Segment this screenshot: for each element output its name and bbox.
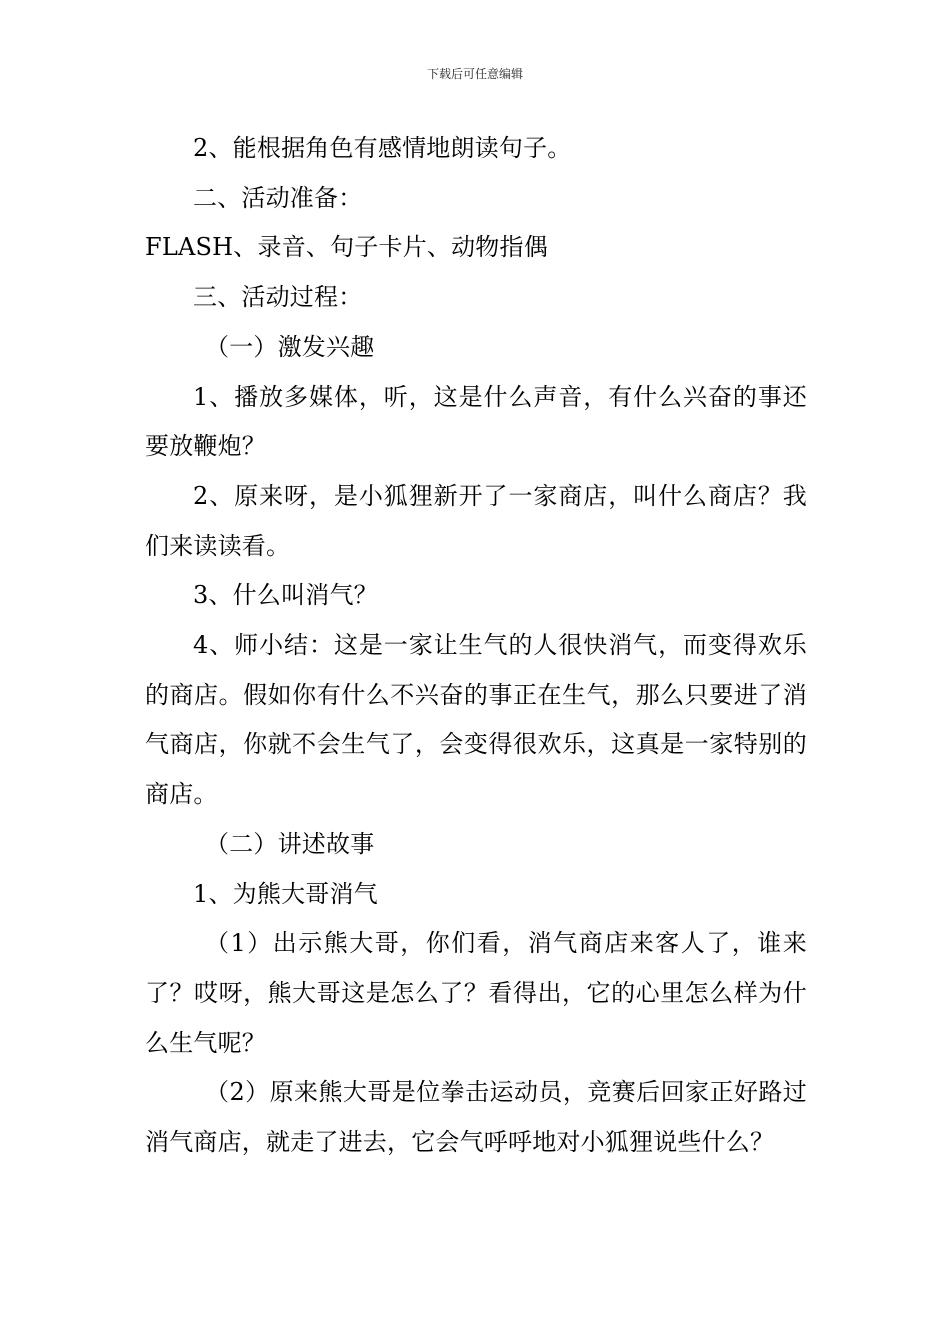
paragraph-step-3: 3、什么叫消气？ — [193, 581, 378, 610]
section-heading-preparation: 二、活动准备： — [193, 183, 363, 212]
document-body — [145, 124, 807, 1168]
paragraph-story-step-1: 1、为熊大哥消气 — [193, 879, 378, 908]
paragraph-objective-2: 2、能根据角色有感情地朗读句子。 — [193, 134, 572, 162]
subheading-story: （二）讲述故事 — [205, 829, 375, 858]
paragraph-story-substep-1: （1）出示熊大哥，你们看，消气商店来客人了，谁来了？哎呀，熊大哥这是怎么了？看得出，它的心里怎么样为什么生气呢？ — [145, 929, 807, 1057]
subheading-interest: （一）激发兴趣 — [205, 332, 375, 361]
paragraph-step-1: 1、播放多媒体，听，这是什么声音，有什么兴奋的事还要放鞭炮？ — [145, 382, 807, 461]
paragraph-step-4-summary: 4、师小结：这是一家让生气的人很快消气，而变得欢乐的商店。假如你有什么不兴奋的事正在生气，那么只要进了消气商店，你就不会生气了，会变得很欢乐，这真是一家特别的商店。 — [145, 631, 807, 809]
paragraph-step-2: 2、原来呀，是小狐狸新开了一家商店，叫什么商店？我们来读读看。 — [145, 481, 807, 560]
section-heading-process: 三、活动过程： — [193, 283, 363, 312]
page-header-note: 下载后可任意编辑 — [426, 67, 523, 81]
paragraph-materials: FLASH、录音、句子卡片、动物指偶 — [145, 233, 548, 262]
paragraph-story-substep-2: （2）原来熊大哥是位拳击运动员，竞赛后回家正好路过消气商店，就走了进去，它会气呼呼地对小狐狸说些什么？ — [145, 1078, 807, 1157]
